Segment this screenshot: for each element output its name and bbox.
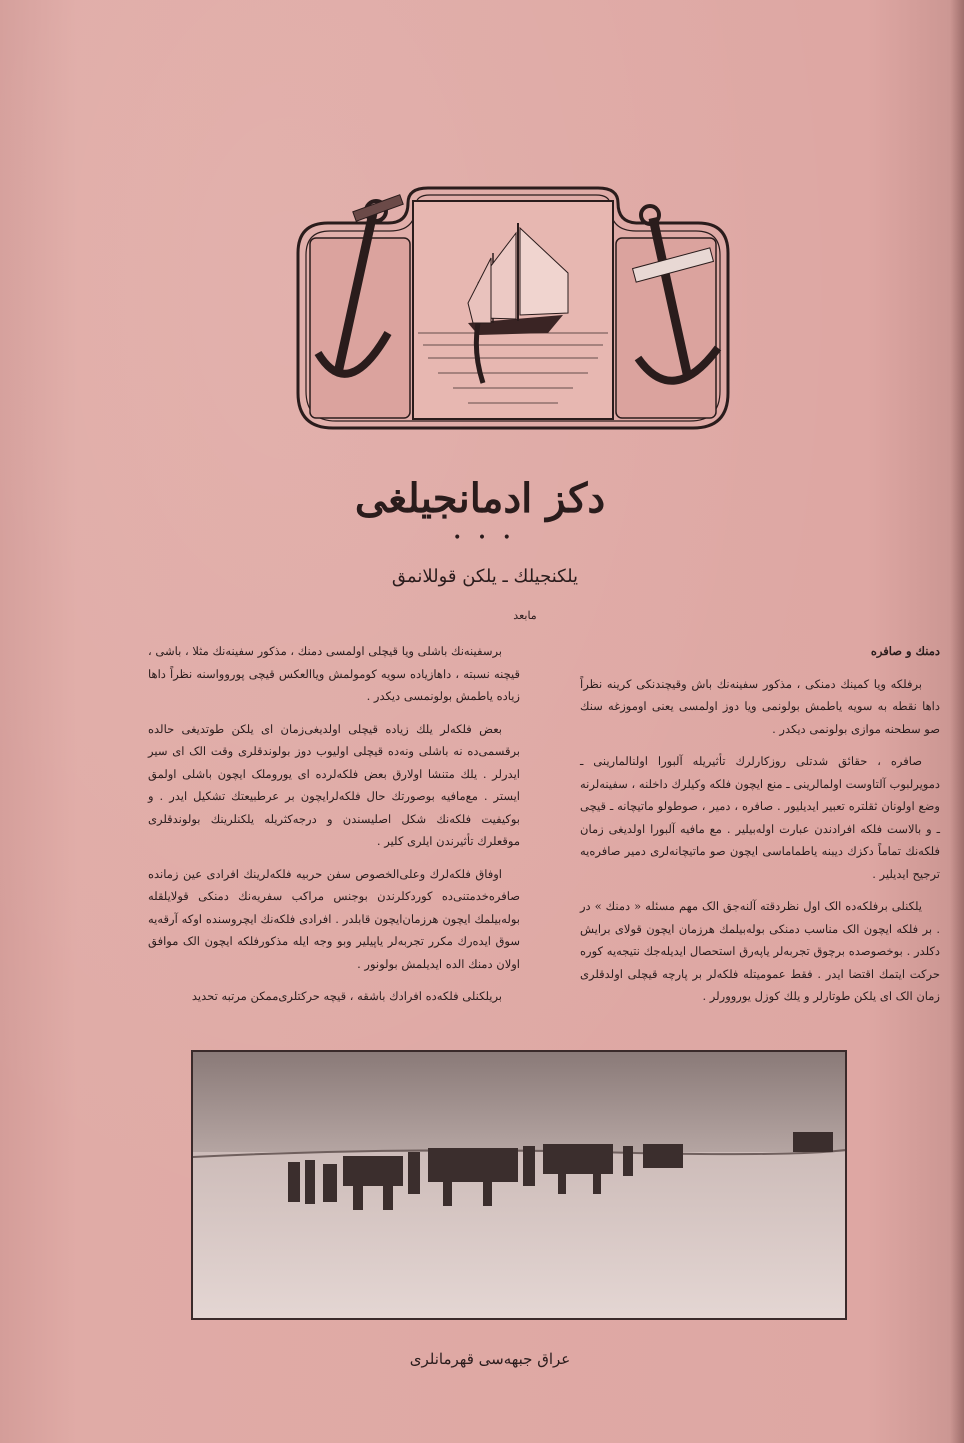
paragraph: بریلکنلی فلکه‌ده افرادك باشقه ، قیچه حرکتلری‌ممکن مرتبه تحدید [191, 989, 502, 1003]
page-edge-shadow [950, 0, 964, 1443]
article-subtitle: یلکنجیلك ـ یلکن قوللانمق [391, 566, 579, 587]
soldiers-photograph [191, 1050, 847, 1320]
paragraph: یلکنلی برفلکه‌ده الک اول نظردقته آلنه‌جق الک مهم مسئله « دمنك » در . بر فلکه ایچون الک مناسب دمنکی بوله‌بیلمك هرزمان ایچون قولای برایش دکلدر . بوخصوصده برچوق تجربه‌لر یاپه‌رق استحصال ایدیله‌جك نتیجه‌یه کوره حرکت ایتمك اقتضا ایدر . فقط عمومیتله فلکه‌لر بر پارچه قیچلی اولدقلری زمان الک ای یلکن طوتارلر و یلك کوزل یوروورلر . [580, 899, 940, 1003]
continued-label: مابعد [513, 609, 537, 622]
photo-caption: عراق جبهه‌سی قهرمانلری [409, 1350, 571, 1368]
paragraph: برسفینه‌نك باشلی ویا قیچلی اولمسی دمنك ، مذکور سفینه‌نك مثلا ، باشی ، قیچنه نسبته ، داهازیاده سویه کومولمش ویاالعکس قیچی پوروواسنه نظراً داها زیاده یاطمش بولونمسی دیکدر . [148, 644, 520, 703]
section-title: دمنك و صافره [870, 644, 940, 658]
nautical-header-illustration [278, 183, 748, 441]
paragraph: اوفاق فلکه‌لرك وعلی‌الخصوص سفن حربیه فلکه‌لرینك افرادی عین زمانده صافره‌خدمتنی‌ده کوردکلرندن بوجنس مراکب سفریه‌نك دمنکی قولایلقله بوله‌بیلمك ایچون هرزمان‌ایچون قابلدر . افرادی فلکه‌نك ایچروسنده اوکه آرقه‌یه سوق ایده‌رك مکرر تجربه‌لر یاپیلیر وبو وجه ایله مذکورفلکه ایچون الک موافق اولان دمنك الده ایدیلمش بولونور . [148, 866, 520, 971]
text-column-left [148, 640, 520, 1018]
title-ornament: • • • [453, 530, 517, 546]
paragraph: صافره ، حقائق شدتلی روزکارلرك تأثیریله آلبورا اولنالمارینی ـ دمویرلبوب آلتاوست اولمالرینی ـ منع ایچون فلکه وکیلرك داخلنه ، سفینه‌لرنه وضع اولونان ثقلتره تعبیر ایدیلیور . صافره ، دمیر ، صوطولو ماتیچانه ـ قیچی ـ و بالاست فلکه افرادندن عبارت اوله‌بیلیر . مع مافیه آلبورا اولدیغی زمان فلکه‌نك تماماً دکزك دیبنه یاطماماسی ایچون صو ماتیچانه‌لری دمیر صافره‌یه ترجیح ایدیلیر . [580, 754, 940, 881]
paragraph: بعض فلکه‌لر یلك زیاده قیچلی اولدیغی‌زمان ای یلکن طوتدیغی حالده برقسمی‌ده نه باشلی ونه‌ده قیچلی اولیوب دوز بولوندقلری وقت الک ای سیر ایدرلر . یلك متنشا اولارق بعض فلکه‌لرده ای یوروملک ایچون باشلی اولمق ایستر . مع‌مافیه بوصورتك حال فلکه‌لرایچون بر عرطبیعتك تشکیل ایدر . و بوکیفیت فلکه‌نك شکل اصلیسندن و درجه‌کثریله یلکنلرینك بولوندقلری موقعلرك تأثیرندن ایلری کلیر . [148, 721, 520, 848]
text-column-right [580, 640, 940, 1018]
article-title: دکز ادمانجیلغی [354, 475, 606, 522]
paragraph: برفلکه ویا کمینك دمنکی ، مذکور سفینه‌نك باش وقیچندنکی کرینه نظراً داها نقطه به سویه یاطمش بولونمی ویا دوز اولمسی یعنی اوموزغه سنك صو سطحنه موازی بولونمی دیکدر . [580, 676, 940, 736]
